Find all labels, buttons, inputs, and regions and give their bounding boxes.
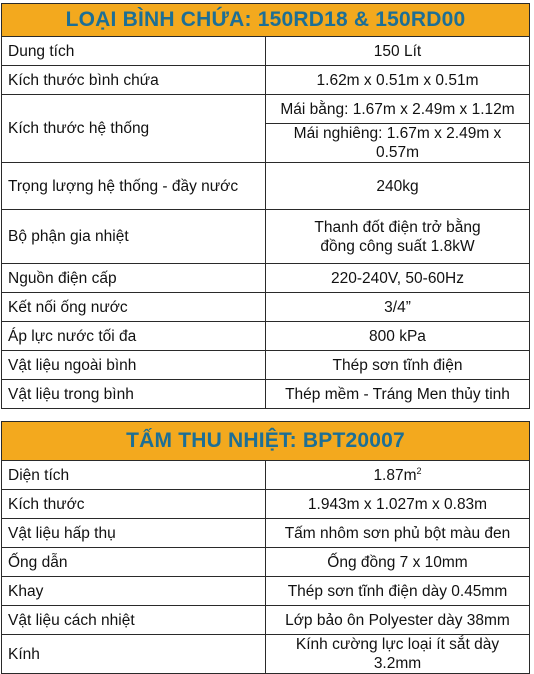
row-label: Vật liệu ngoài bình [2, 351, 266, 380]
row-label: Kính [2, 635, 266, 674]
row-value: Kính cường lực loại ít sắt dày 3.2mm [266, 635, 530, 674]
table-row [2, 606, 530, 635]
table-header-row [2, 4, 530, 37]
row-label: Khay [2, 577, 266, 606]
table-row [2, 66, 530, 95]
row-label: Vật liệu hấp thụ [2, 519, 266, 548]
row-value: Tấm nhôm sơn phủ bột màu đen [266, 519, 530, 548]
table-row [2, 351, 530, 380]
table-header-row [2, 422, 530, 461]
row-label: Vật liệu cách nhiệt [2, 606, 266, 635]
row-label: Trọng lượng hệ thống - đầy nước [2, 163, 266, 210]
row-value: Thép mềm - Tráng Men thủy tinh [266, 380, 530, 409]
row-label: Kết nối ống nước [2, 293, 266, 322]
table-row [2, 95, 530, 124]
row-value: 1.62m x 0.51m x 0.51m [266, 66, 530, 95]
table-title: TẤM THU NHIỆT: BPT20007 [2, 422, 530, 461]
row-value: Ống đồng 7 x 10mm [266, 548, 530, 577]
table-row [2, 322, 530, 351]
table-row [2, 635, 530, 674]
table-row [2, 519, 530, 548]
table-row [2, 490, 530, 519]
row-label: Bộ phận gia nhiệt [2, 210, 266, 264]
collector-panel-spec-table [1, 421, 530, 674]
row-label: Ống dẫn [2, 548, 266, 577]
row-value: 3/4” [266, 293, 530, 322]
table-row [2, 548, 530, 577]
row-value: Mái bằng: 1.67m x 2.49m x 1.12m [266, 95, 530, 124]
row-label: Kích thước hệ thống [2, 95, 266, 163]
table-row [2, 210, 530, 264]
table-row [2, 380, 530, 409]
table-row [2, 293, 530, 322]
row-value [266, 461, 530, 490]
row-value: Thép sơn tĩnh điện [266, 351, 530, 380]
row-value-secondary: Mái nghiêng: 1.67m x 2.49m x 0.57m [266, 124, 530, 163]
row-value: Thép sơn tĩnh điện dày 0.45mm [266, 577, 530, 606]
row-label: Nguồn điện cấp [2, 264, 266, 293]
row-value: 800 kPa [266, 322, 530, 351]
row-label: Dung tích [2, 37, 266, 66]
table-row [2, 163, 530, 210]
row-value: Lớp bảo ôn Polyester dày 38mm [266, 606, 530, 635]
row-value: 240kg [266, 163, 530, 210]
row-label: Kích thước bình chứa [2, 66, 266, 95]
row-value: 150 Lít [266, 37, 530, 66]
row-label: Áp lực nước tối đa [2, 322, 266, 351]
storage-tank-spec-table [1, 3, 530, 409]
table-title: LOẠI BÌNH CHỨA: 150RD18 & 150RD00 [2, 4, 530, 37]
area-value: 1.87m [373, 466, 417, 484]
row-value: 220-240V, 50-60Hz [266, 264, 530, 293]
area-unit-superscript: 2 [416, 465, 422, 476]
table-row [2, 577, 530, 606]
row-value: Thanh đốt điện trở bằng đồng công suất 1.8kW [266, 210, 530, 264]
row-label: Diện tích [2, 461, 266, 490]
row-label: Vật liệu trong bình [2, 380, 266, 409]
row-value: 1.943m x 1.027m x 0.83m [266, 490, 530, 519]
table-row [2, 37, 530, 66]
table-row [2, 264, 530, 293]
table-row [2, 461, 530, 490]
row-label: Kích thước [2, 490, 266, 519]
